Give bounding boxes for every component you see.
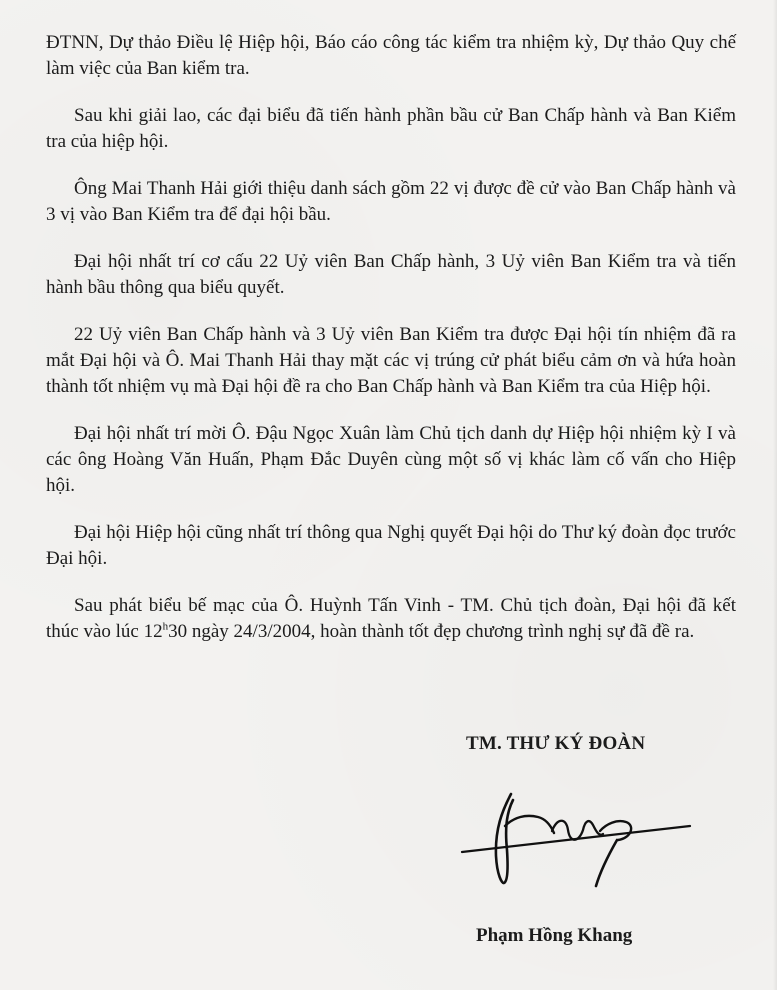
- paragraph-3: Ông Mai Thanh Hải giới thiệu danh sách gồm 22 vị được đề cử vào Ban Chấp hành và 3 vị vào Ban Kiểm tra để đại hội bầu.: [46, 178, 736, 225]
- closing-text-after-time: 30 ngày 24/3/2004, hoàn thành tốt đẹp chương trình nghị sự đã đề ra.: [168, 621, 695, 642]
- closing-text-before-time: Sau phát biểu bế mạc của Ô. Huỳnh Tấn Vinh - TM. Chủ tịch đoàn, Đại hội đã kết thúc vào lúc 12: [46, 595, 736, 642]
- paragraph-5: 22 Uỷ viên Ban Chấp hành và 3 Uỷ viên Ban Kiểm tra được Đại hội tín nhiệm đã ra mắt Đại hội và Ô. Mai Thanh Hải thay mặt các vị trúng cử phát biểu cảm ơn và hứa hoàn thành tốt nhiệm vụ mà Đại hội đề ra cho Ban Chấp hành và Ban Kiểm tra của Hiệp hội.: [46, 324, 736, 397]
- paragraph-7: Đại hội Hiệp hội cũng nhất trí thông qua Nghị quyết Đại hội do Thư ký đoàn đọc trước Đại hội.: [46, 522, 736, 569]
- handwritten-signature: [450, 786, 700, 891]
- document-body: [46, 30, 736, 666]
- paragraph-1: ĐTNN, Dự thảo Điều lệ Hiệp hội, Báo cáo công tác kiểm tra nhiệm kỳ, Dự thảo Quy chế làm việc của Ban kiểm tra.: [46, 32, 736, 79]
- closing-time-superscript: h: [162, 620, 169, 633]
- signer-name: Phạm Hồng Khang: [476, 925, 633, 946]
- scan-edge-shadow: [773, 0, 777, 990]
- closing-paragraph: [46, 593, 736, 645]
- signature-title: TM. THƯ KÝ ĐOÀN: [466, 733, 646, 754]
- paragraph-4: Đại hội nhất trí cơ cấu 22 Uỷ viên Ban Chấp hành, 3 Uỷ viên Ban Kiểm tra và tiến hành bầu thông qua biểu quyết.: [46, 251, 736, 298]
- paragraph-6: Đại hội nhất trí mời Ô. Đậu Ngọc Xuân làm Chủ tịch danh dự Hiệp hội nhiệm kỳ I và các ông Hoàng Văn Huấn, Phạm Đắc Duyên cùng một số vị khác làm cố vấn cho Hiệp hội.: [46, 423, 736, 496]
- paragraph-2: Sau khi giải lao, các đại biểu đã tiến hành phần bầu cử Ban Chấp hành và Ban Kiểm tra của hiệp hội.: [46, 105, 736, 152]
